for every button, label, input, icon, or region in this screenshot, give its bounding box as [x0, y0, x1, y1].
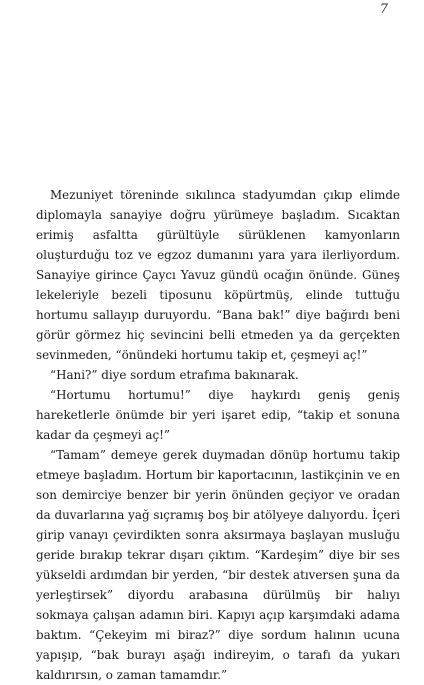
- body-text: [36, 185, 400, 685]
- paragraph: “Hortumu hortumu!” diye haykırdı geniş geniş hareketlerle önümde bir yeri işaret edip, “takip et sonuna kadar da çeşmeyi aç!”: [36, 388, 400, 442]
- page-number: 7: [379, 2, 388, 17]
- paragraph: Mezuniyet töreninde sıkılınca stadyumdan çıkıp elimde diplomayla sanayiye doğru yürümeye başladım. Sıcaktan erimiş asfaltta gürültüyle sürüklenen kamyonların oluşturduğu toz ve egzoz dumanını yara yara ilerliyordum. Sanayiye girince Çaycı Yavuz gündü ocağın önünde. Güneş lekeleriyle bezeli tiposunu köpürtmüş, elinde tuttuğu hortumu sallayıp duruyordu. “Bana bak!” diye bağırdı beni görür görmez hiç sevincini belli etmeden ya da gerçekten sevinmeden, “önündeki hortumu takip et, çeşmeyi aç!”: [36, 188, 400, 362]
- paragraph: “Tamam” demeye gerek duymadan dönüp hortumu takip etmeye başladım. Hortum bir kaportacının, lastikçinin ve en son demirciye benzer bir yerin önünden geçiyor ve oradan da duvarlarına yağ sıçramış boş bir atölyeye dalıyordu. İçeri girip vanayı çevirdikten sonra aksırmaya başlayan musluğu geride bırakıp tekrar dışarı çıktım. “Kardeşim” diye bir ses yükseldi ardımdan bir yerden, “bir destek atıversen şuna da yerleştirsek” diyordu arabasına dürülmüş bir halıyı sokmaya çalışan adamın biri. Kapıyı açıp karşımdaki adama baktım. “Çekeyim mi biraz?” diye sordum halının ucuna yapışıp, “bak burayı aşağı indireyim, o tarafı da yukarı kaldırırsın, o zaman tamamdır.”: [36, 448, 400, 682]
- paragraph: “Hani?” diye sordum etrafıma bakınarak.: [50, 368, 299, 382]
